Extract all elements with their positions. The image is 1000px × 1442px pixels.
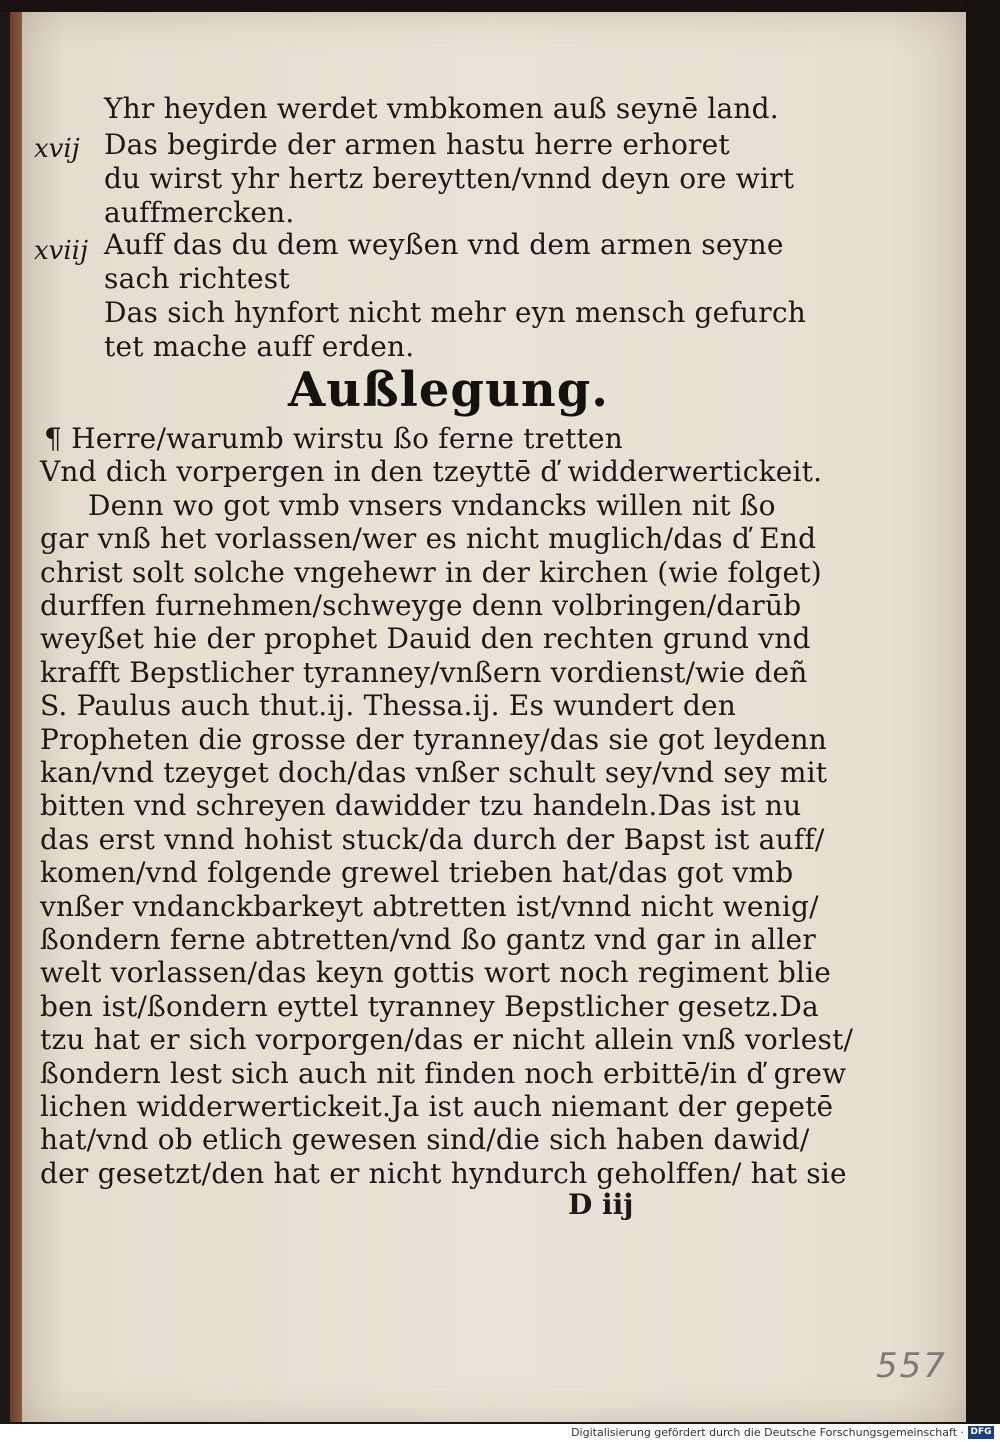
text-line: Denn wo got vmb vnsers vndancks willen nit ßo [88,489,776,522]
text-line: Vnd dich vorpergen in den tzeyttē ď widderwertickeit. [40,455,823,488]
text-line: hat/vnd ob etlich gewesen sind/die sich haben dawid/ [40,1123,810,1156]
text-line: auffmercken. [104,196,295,229]
text-line: gar vnß het vorlassen/wer es nicht muglich/das ď End [40,522,817,555]
signature-mark: D iij [568,1188,634,1221]
text-line: lichen widderwertickeit.Ja ist auch niemant der gepetē [40,1090,834,1123]
text-line: ¶ Herre/warumb wirstu ßo ferne tretten [44,422,623,455]
verse-number: xviij [34,236,89,266]
text-line: tet mache auff erden. [104,330,415,363]
text-line: du wirst yhr hertz bereytten/vnnd deyn ore wirt [104,162,795,195]
page-binding-edge [10,12,22,1422]
text-line: vnßer vndanckbarkeyt abtretten ist/vnnd nicht wenig/ [40,890,819,923]
text-line: komen/vnd folgende grewel trieben hat/das got vmb [40,856,794,889]
text-line: durffen furnehmen/schweyge denn volbringen/darūb [40,589,802,622]
verse-number: xvij [34,134,80,164]
text-line: Propheten die grosse der tyranney/das sie got leydenn [40,723,828,756]
text-line: Auff das du dem weyßen vnd dem armen seyne [104,228,784,261]
text-line: Das begirde der armen hastu herre erhoret [104,128,730,161]
text-line: tzu hat er sich vorporgen/das er nicht allein vnß vorlest/ [40,1023,854,1056]
text-line: Das sich hynfort nicht mehr eyn mensch gefurch [104,296,806,329]
text-line: krafft Bepstlicher tyranney/vnßern vordienst/wie deñ [40,656,808,689]
text-line: bitten vnd schreyen dawidder tzu handeln.Das ist nu [40,789,802,822]
text-line: christ solt solche vngehewr in der kirchen (wie folget) [40,556,822,589]
scan-border-right [966,0,1000,1442]
text-line: Yhr heyden werdet vmbkomen auß seynē land. [104,92,779,125]
text-line: welt vorlassen/das keyn gottis wort noch regiment blie [40,956,832,989]
text-line: der gesetzt/den hat er nicht hyndurch geholffen/ hat sie [40,1157,847,1190]
text-line: sach richtest [104,262,290,295]
dfg-logo: DFG [968,1426,994,1439]
text-line: ßondern ferne abtretten/vnd ßo gantz vnd gar in aller [40,923,816,956]
text-line: weyßet hie der prophet Dauid den rechten grund vnd [40,622,811,655]
text-line: S. Paulus auch thut.ij. Thessa.ij. Es wundert den [40,689,736,722]
pencil-page-number: 557 [876,1346,947,1386]
text-line: kan/vnd tzeyget doch/das vnßer schult sey/vnd sey mit [40,756,828,789]
section-heading: Außlegung. [288,362,610,418]
scan-border-top [0,0,1000,12]
text-line: das erst vnnd hohist stuck/da durch der Bapst ist auff/ [40,823,825,856]
footer-credit: Digitalisierung gefördert durch die Deutsche Forschungsgemeinschaft · [571,1426,964,1439]
text-line: ben ist/ßondern eyttel tyranney Bepstlicher gesetz.Da [40,990,819,1023]
text-line: ßondern lest sich auch nit finden noch erbittē/in ď grew [40,1057,847,1090]
